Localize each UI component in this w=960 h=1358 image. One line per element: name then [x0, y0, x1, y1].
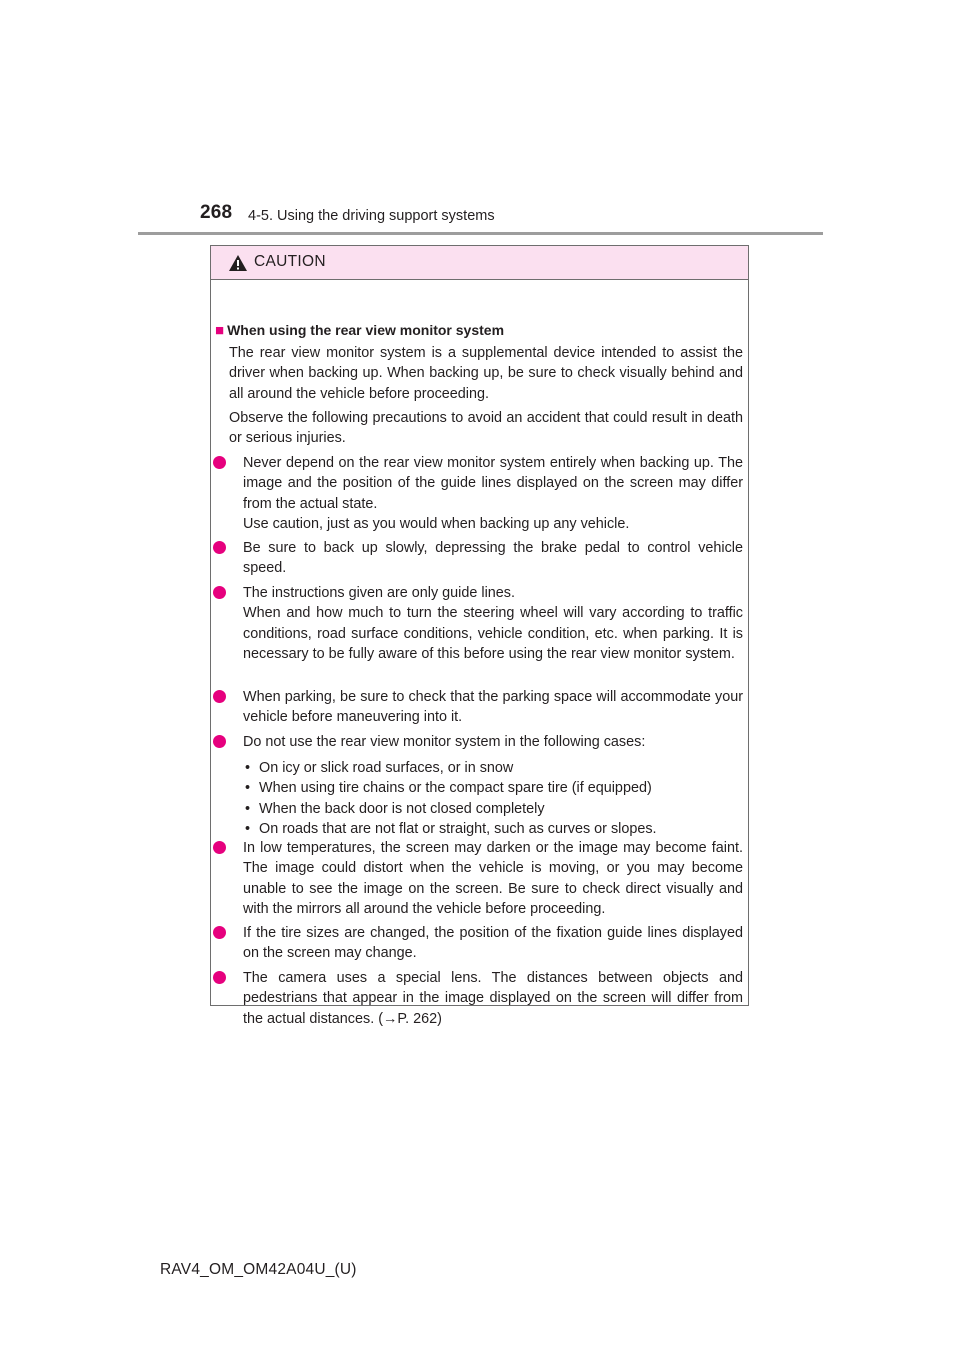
bullet-extra-text: Use caution, just as you would when backing up any vehicle.	[243, 516, 630, 533]
caution-title: CAUTION	[254, 253, 326, 270]
intro-paragraph-2: Observe the following precautions to avoid an accident that could result in death or serious injuries.	[229, 410, 743, 447]
bullet-text: If the tire sizes are changed, the position of the fixation guide lines displayed on the screen may change.	[243, 925, 743, 962]
bullet-item	[213, 538, 743, 579]
sub-list	[241, 758, 743, 840]
bullet-dot-icon	[213, 735, 226, 748]
bullet-text: Never depend on the rear view monitor system entirely when backing up. The image and the position of the guide lines displayed on the screen may differ from the actual state.	[243, 455, 743, 512]
bullet-dot-icon	[213, 690, 226, 703]
warning-triangle-icon	[228, 254, 248, 272]
caution-header	[211, 246, 748, 280]
bullet-text: The instructions given are only guide lines.	[243, 585, 515, 601]
caution-heading-text: When using the rear view monitor system	[227, 322, 505, 338]
page-number: 268	[200, 202, 233, 223]
bullet-dot-icon	[213, 841, 226, 854]
heading-square-marker: ■	[215, 322, 225, 339]
document-code: RAV4_OM_OM42A04U_(U)	[160, 1261, 357, 1278]
section-title: 4-5. Using the driving support systems	[248, 208, 495, 224]
bullet-text: When parking, be sure to check that the parking space will accommodate your vehicle before maneuvering into it.	[243, 689, 743, 726]
bullet-item	[213, 687, 743, 728]
bullet-item	[213, 732, 743, 752]
bullet-item	[213, 923, 743, 964]
caution-body	[211, 280, 748, 1027]
bullet-dot-icon	[213, 926, 226, 939]
bullet-text: Be sure to back up slowly, depressing the brake pedal to control vehicle speed.	[243, 540, 743, 577]
header-divider	[138, 232, 823, 235]
sub-list-item: • On icy or slick road surfaces, or in snow	[245, 760, 514, 776]
bullet-text: Do not use the rear view monitor system in the following cases:	[243, 734, 646, 750]
intro-paragraph-1: The rear view monitor system is a supplemental device intended to assist the driver when backing up. When backing up, be sure to check visually behind and all around the vehicle before proceeding.	[229, 345, 743, 402]
bullet-item	[213, 968, 743, 1029]
caution-heading	[215, 322, 504, 339]
bullet-extra-text: When and how much to turn the steering wheel will vary according to traffic conditions, road surface conditions, vehicle condition, etc. when parking. It is necessary to be fully aware of this before using the rear view monitor system.	[243, 605, 743, 663]
bullet-dot-icon	[213, 586, 226, 599]
bullet-dot-icon	[213, 541, 226, 554]
sub-list-item: • When using tire chains or the compact spare tire (if equipped)	[245, 780, 652, 797]
bullet-item	[213, 583, 743, 665]
bullet-dot-icon	[213, 971, 226, 984]
bullet-dot-icon	[213, 456, 226, 469]
sub-list-item: • On roads that are not flat or straight, such as curves or slopes.	[245, 821, 657, 838]
caution-box	[210, 245, 749, 1027]
bullet-text: In low temperatures, the screen may darken or the image may become faint. The image could distort when the vehicle is moving, or you may become unable to see the image on the screen. Be sure to check direct visually and with the mirrors all around the vehicle before proceeding.	[243, 840, 743, 918]
bullet-item	[213, 453, 743, 535]
page-header	[0, 0, 960, 240]
bullet-text: The camera uses a special lens. The distances between objects and pedestrians that appear in the image displayed on the screen will differ from the actual distances. (→P. 262)	[243, 970, 743, 1027]
bullet-item	[213, 838, 743, 920]
sub-list-item: • When the back door is not closed completely	[245, 800, 545, 817]
